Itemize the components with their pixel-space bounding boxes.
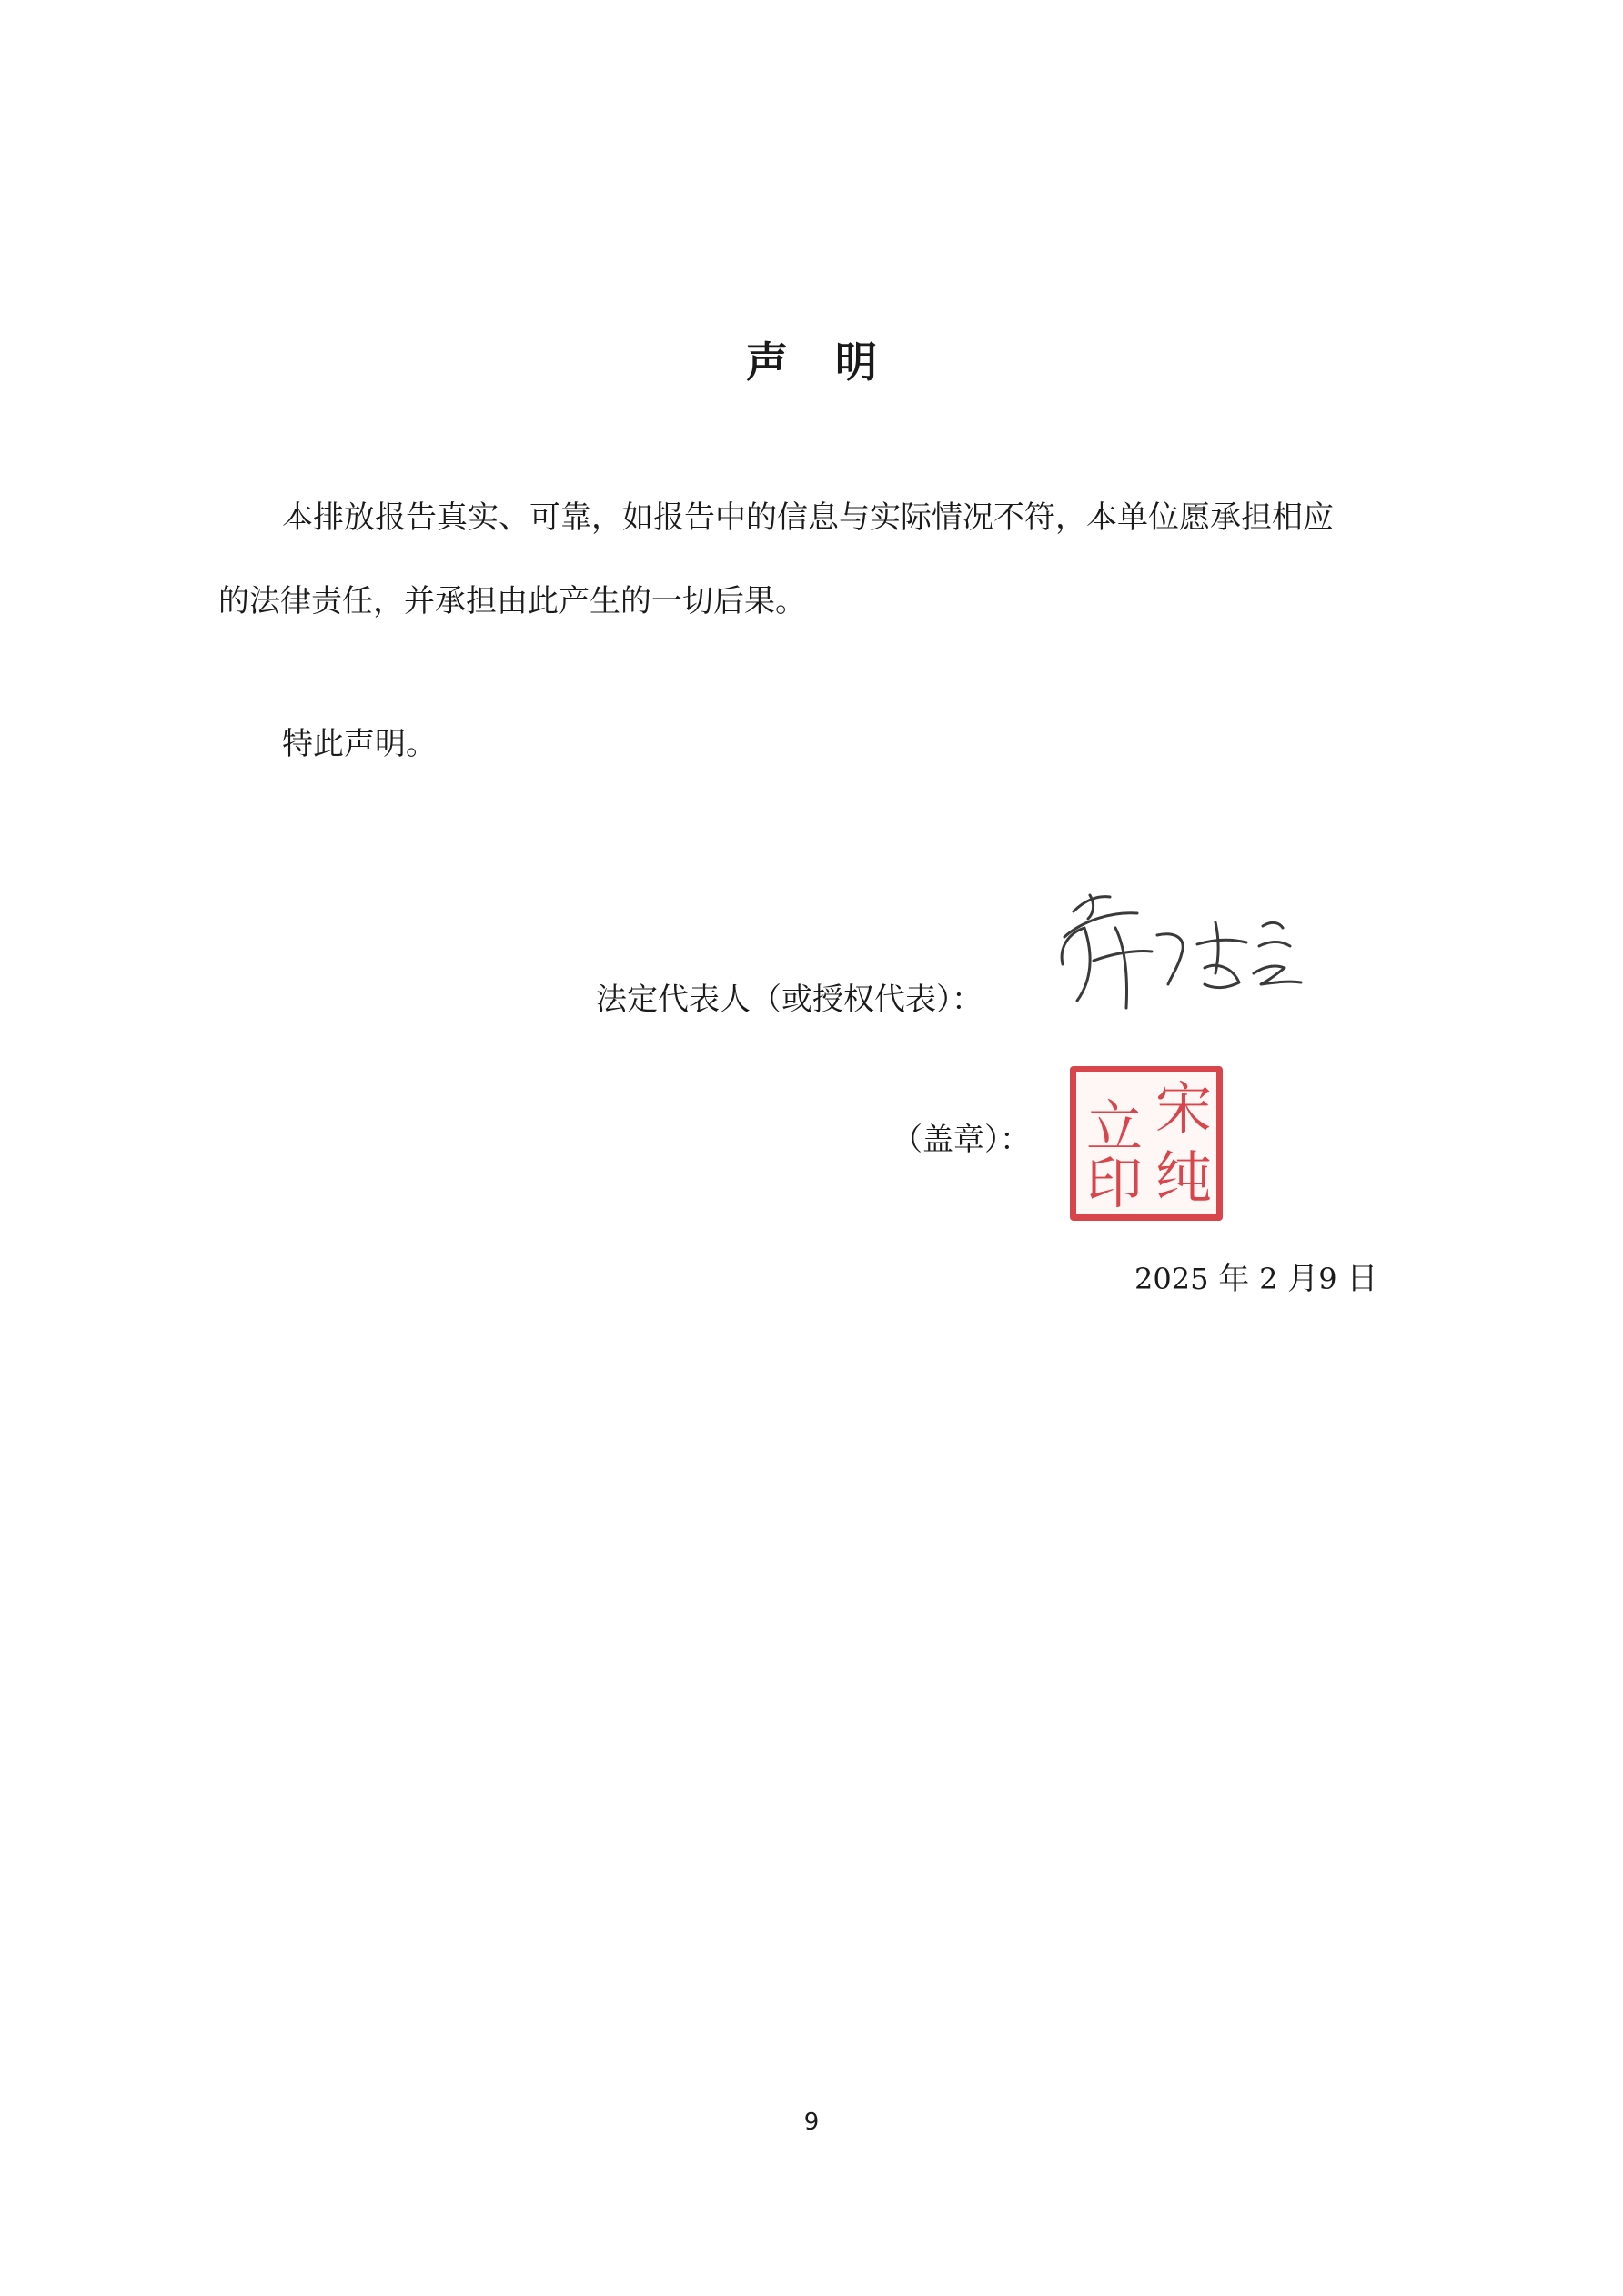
date-day: 9 — [1318, 1262, 1337, 1296]
handwritten-signature — [1037, 873, 1310, 1028]
closing-statement: 特此声明。 — [282, 726, 437, 762]
date-month: 2 — [1259, 1262, 1278, 1296]
page-title — [0, 329, 1623, 389]
page-number: 9 — [803, 2109, 820, 2136]
representative-label: 法定代表人（或授权代表）： — [596, 982, 983, 1018]
statement-line-2: 的法律责任，并承担由此产生的一切后果。 — [218, 583, 806, 619]
date-year-unit: 年 — [1218, 1261, 1250, 1297]
stamp-label: （盖章）： — [892, 1122, 1031, 1158]
signing-date — [1134, 1261, 1377, 1297]
title-char-1: 声 — [746, 337, 788, 387]
seal-char: 立 — [1085, 1093, 1143, 1160]
seal-char: 宋 — [1154, 1075, 1212, 1142]
statement-line-1: 本排放报告真实、可靠，如报告中的信息与实际情况不符，本单位愿承担相应 — [282, 499, 1334, 536]
date-day-unit: 日 — [1346, 1261, 1378, 1297]
company-seal — [1070, 1066, 1223, 1221]
title-char-2: 明 — [835, 337, 877, 387]
seal-char: 印 — [1085, 1150, 1143, 1216]
date-year: 2025 — [1134, 1262, 1209, 1296]
date-month-unit: 月 — [1287, 1261, 1319, 1297]
seal-char: 纯 — [1154, 1144, 1212, 1211]
